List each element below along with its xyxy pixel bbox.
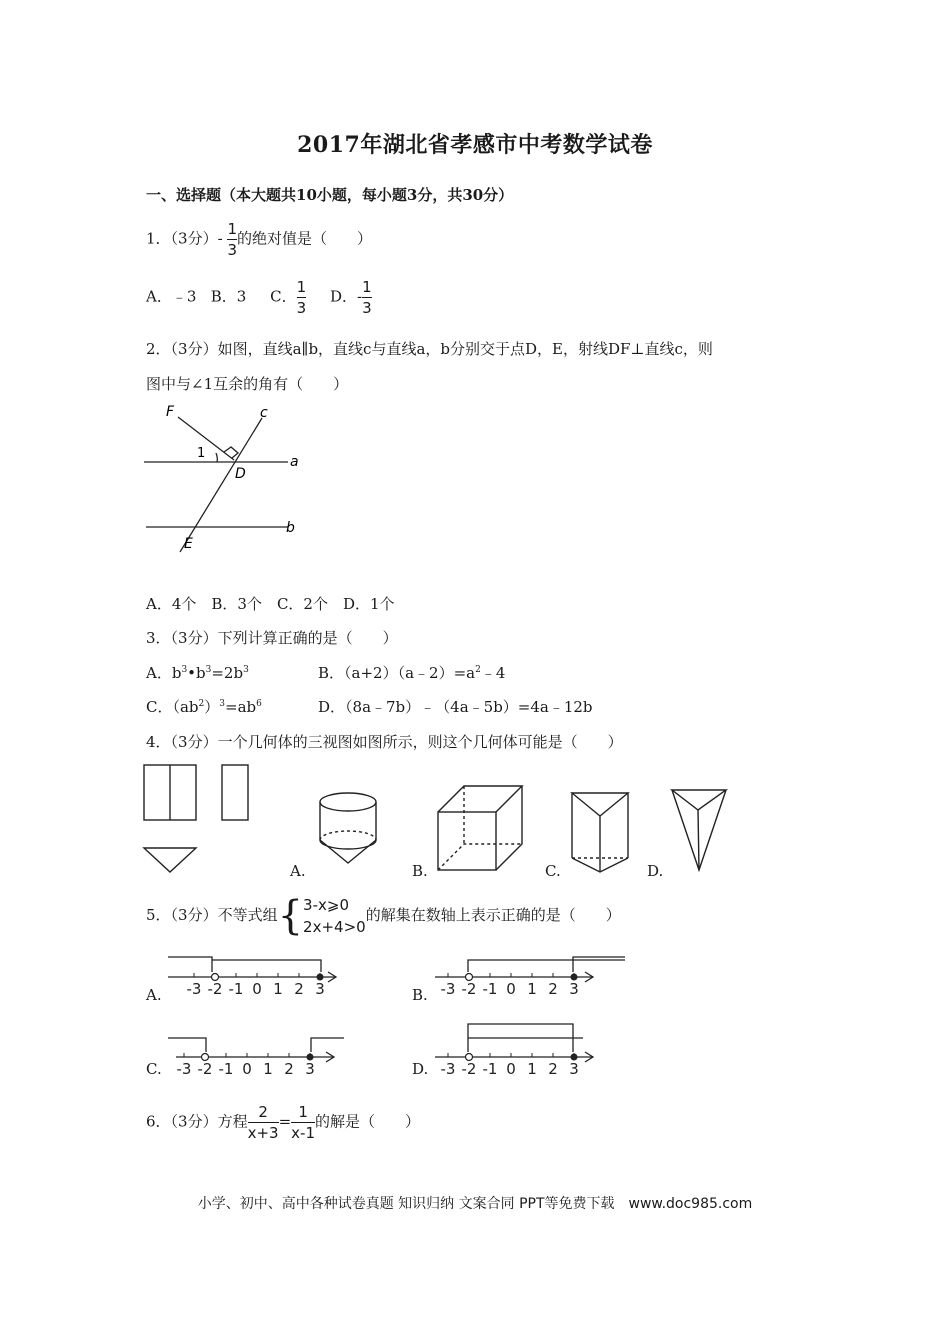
q4-label-a: A. xyxy=(290,862,306,880)
side-view xyxy=(222,765,248,820)
q5-label-d: D. xyxy=(412,1060,429,1078)
label-f: F xyxy=(166,404,175,420)
question-5-suffix: 的解集在数轴上表示正确的是（ ） xyxy=(365,906,621,924)
tick-label: -1 xyxy=(482,980,498,998)
question-1 xyxy=(146,220,372,259)
tick-label: 0 xyxy=(506,1060,516,1078)
minus-sign: - xyxy=(217,229,223,248)
number-line-c xyxy=(166,1030,356,1080)
question-3-option-c: C．$(ab^2)^3=ab^6$ xyxy=(146,698,262,716)
top-view xyxy=(144,848,196,872)
numerator: 1 xyxy=(362,278,372,296)
tick-label: -2 xyxy=(197,1060,213,1078)
tick-label: 3 xyxy=(315,980,325,998)
option-d-fraction xyxy=(362,278,372,317)
numerator: 1 xyxy=(227,220,237,238)
option-a: A．﹣3 xyxy=(146,287,197,306)
number-line-b xyxy=(433,950,633,1000)
right-angle-mark xyxy=(224,447,238,458)
brace-icon: { xyxy=(277,893,304,939)
label-e: E xyxy=(184,536,193,552)
fraction-1-over-x-minus-1: $\frac{1}{x-1}$ xyxy=(291,1103,316,1142)
denominator: 3 xyxy=(227,241,237,259)
angle-1-arc xyxy=(216,453,217,462)
question-1-options xyxy=(146,278,372,317)
label-a: a xyxy=(290,454,299,470)
tick-label: -2 xyxy=(461,980,477,998)
numerator: 1 xyxy=(296,278,307,296)
solid-d-pyramid xyxy=(672,790,726,870)
question-5 xyxy=(146,894,621,938)
question-4-stem: 4．（3分）一个几何体的三视图如图所示，则这个几何体可能是（ ） xyxy=(146,733,623,751)
inequality-1: 3-x⩾0 xyxy=(303,896,349,914)
question-2-options: A．4个 B．3个 C．2个 D．1个 xyxy=(146,595,395,613)
tick-label: 0 xyxy=(506,980,516,998)
question-1-suffix: 的绝对值是（ ） xyxy=(237,229,373,248)
question-3-stem: 3．（3分）下列计算正确的是（ ） xyxy=(146,629,398,647)
q4-label-d: D. xyxy=(647,862,664,880)
option-b: B．3 xyxy=(210,287,247,306)
tick-label: -2 xyxy=(461,1060,477,1078)
option-c-label: C． xyxy=(270,287,297,306)
tick-label: -1 xyxy=(218,1060,234,1078)
tick-label: 2 xyxy=(294,980,304,998)
footer-text: 小学、初中、高中各种试卷真题 知识归纳 文案合同 PPT等免费下载 www.doc985.com xyxy=(197,1196,753,1212)
tick-label: 2 xyxy=(548,980,558,998)
option-c-fraction xyxy=(297,278,307,317)
tick-label: -1 xyxy=(482,1060,498,1078)
q5-label-c: C. xyxy=(146,1060,162,1078)
tick-label: -1 xyxy=(228,980,244,998)
line-c xyxy=(180,418,262,552)
tick-label: 2 xyxy=(284,1060,294,1078)
section-heading: 一、选择题（本大题共10小题，每小题3分，共30分） xyxy=(146,186,514,204)
question-5-prefix: 5．（3分）不等式组 xyxy=(146,906,278,924)
denominator: 3 xyxy=(296,299,307,317)
tick-label: -3 xyxy=(176,1060,192,1078)
number-line-a xyxy=(166,950,356,1000)
option-d-label: D． xyxy=(330,287,358,306)
tick-label: 2 xyxy=(548,1060,558,1078)
page-title: 2017年湖北省孝感市中考数学试卷 xyxy=(297,132,653,158)
ray-df xyxy=(178,417,234,460)
tick-label: 3 xyxy=(569,980,579,998)
number-line-d xyxy=(433,1020,633,1080)
question-3-option-d: D．（8a﹣7b）﹣（4a﹣5b）=4a﹣12b xyxy=(318,698,593,716)
equals-sign: = xyxy=(278,1112,292,1131)
question-6 xyxy=(146,1103,420,1142)
tick-label: 3 xyxy=(569,1060,579,1078)
question-6-prefix: 6．（3分）方程 xyxy=(146,1112,248,1131)
question-6-suffix: 的解是（ ） xyxy=(315,1112,421,1131)
solid-a-cylinder xyxy=(320,793,376,863)
question-3-option-a: A．$b^3•b^3=2b^3$ xyxy=(146,664,249,682)
solid-c-prism xyxy=(572,793,628,872)
tick-label: 1 xyxy=(527,980,537,998)
label-d: D xyxy=(235,466,246,482)
tick-label: 0 xyxy=(252,980,262,998)
tick-label: -3 xyxy=(440,1060,456,1078)
label-angle-1: 1 xyxy=(197,446,206,461)
label-b: b xyxy=(286,520,295,536)
question-2-line-2: 图中与∠1互余的角有（ ） xyxy=(146,375,349,393)
question-2-line-1: 2．（3分）如图，直线a∥b，直线c与直线a，b分别交于点D，E，射线DF⊥直线c，则 xyxy=(146,340,713,358)
parallel-lines-figure xyxy=(140,398,315,558)
question-3-option-b: B．$(a+2)(a﹣2)=a^2﹣4$ xyxy=(318,664,506,682)
tick-label: 1 xyxy=(263,1060,273,1078)
tick-label: 1 xyxy=(273,980,283,998)
question-1-prefix: 1．（3分） xyxy=(146,229,218,248)
tick-label: 3 xyxy=(305,1060,315,1078)
fraction-one-third xyxy=(227,220,237,259)
tick-label: 1 xyxy=(527,1060,537,1078)
inequality-2: 2x+4>0 xyxy=(303,918,366,936)
fraction-2-over-x-plus-3: $\frac{2}{x+3}$ xyxy=(247,1103,279,1142)
q5-label-a: A. xyxy=(146,986,162,1004)
tick-label: 0 xyxy=(242,1060,252,1078)
q5-label-b: B. xyxy=(412,986,428,1004)
solid-b-cube xyxy=(438,786,522,870)
q4-label-b: B. xyxy=(412,862,428,880)
inequality-system xyxy=(303,894,366,938)
q4-label-c: C. xyxy=(545,862,561,880)
label-c: c xyxy=(260,405,268,421)
option-d-minus: - xyxy=(357,287,363,306)
tick-label: -3 xyxy=(440,980,456,998)
denominator: 3 xyxy=(362,299,372,317)
tick-label: -3 xyxy=(186,980,202,998)
tick-label: -2 xyxy=(207,980,223,998)
